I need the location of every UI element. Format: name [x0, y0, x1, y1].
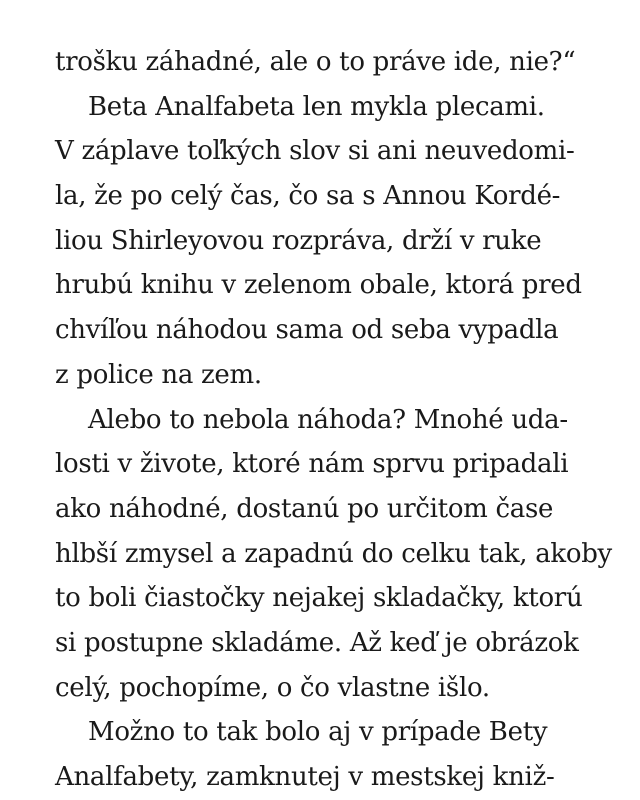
text-line: Analfabety, zamknutej v mestskej kniž-: [55, 762, 555, 792]
text-line: ako náhodné, dostanú po určitom čase: [55, 493, 554, 524]
text-line: z police na zem.: [55, 359, 262, 390]
text-line: celý, pochopíme, o čo vlastne išlo.: [55, 672, 490, 703]
text-line: V záplave toľkých slov si ani neuvedomi-: [55, 136, 575, 167]
text-line: si postupne skladáme. Až keď je obrázok: [55, 627, 579, 658]
text-line: hlbší zmysel a zapadnú do celku tak, akoby: [55, 538, 612, 569]
text-line-paragraph-start: Alebo to nebola náhoda? Mnohé uda-: [88, 404, 568, 435]
text-line: la, že po celý čas, čo sa s Annou Kordé-: [55, 181, 561, 212]
text-line: liou Shirleyovou rozpráva, drží v ruke: [55, 225, 542, 256]
text-line: to boli čiastočky nejakej skladačky, ktorú: [55, 583, 583, 614]
page-text: [55, 40, 615, 800]
text-line: hrubú knihu v zelenom obale, ktorá pred: [55, 270, 582, 301]
text-line: chvíľou náhodou sama od seba vypadla: [55, 315, 559, 346]
text-line-paragraph-start: Možno to tak bolo aj v prípade Bety: [88, 717, 548, 748]
text-line-paragraph-start: Beta Analfabeta len mykla plecami.: [88, 91, 545, 122]
text-line: trošku záhadné, ale o to práve ide, nie?“: [55, 47, 576, 77]
text-line: losti v živote, ktoré nám sprvu pripadali: [55, 449, 569, 480]
